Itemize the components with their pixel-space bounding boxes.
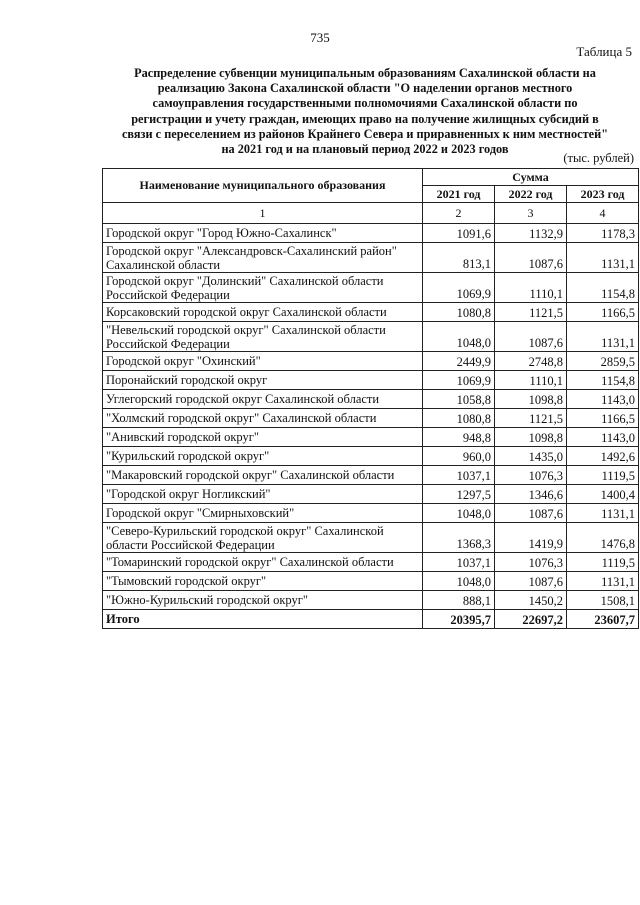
value-2021: 1037,1 (423, 466, 495, 485)
table-row (103, 447, 639, 466)
table-row (103, 322, 639, 352)
value-2023: 1131,1 (567, 322, 639, 352)
municipality-name: Корсаковский городской округ Сахалинской области (103, 303, 423, 322)
column-index: 4 (567, 203, 639, 224)
subvention-table (102, 168, 639, 629)
value-2022: 1087,6 (495, 322, 567, 352)
table-row (103, 523, 639, 553)
table-row (103, 409, 639, 428)
value-2022: 2748,8 (495, 352, 567, 371)
municipality-name: "Тымовский городской округ" (103, 572, 423, 591)
value-2022: 1087,6 (495, 243, 567, 273)
municipality-name: "Холмский городской округ" Сахалинской области (103, 409, 423, 428)
year-2022-header: 2022 год (495, 186, 567, 203)
value-2023: 1119,5 (567, 553, 639, 572)
value-2023: 1131,1 (567, 572, 639, 591)
table-row (103, 390, 639, 409)
table-row (103, 504, 639, 523)
value-2022: 1110,1 (495, 371, 567, 390)
value-2022: 1435,0 (495, 447, 567, 466)
table-row (103, 466, 639, 485)
value-2021: 813,1 (423, 243, 495, 273)
value-2022: 1087,6 (495, 572, 567, 591)
title-line: Распределение субвенции муниципальным образованиям Сахалинской области на (134, 66, 596, 80)
municipality-name: "Южно-Курильский городской округ" (103, 591, 423, 610)
value-2023: 1178,3 (567, 224, 639, 243)
value-2021: 948,8 (423, 428, 495, 447)
column-index: 3 (495, 203, 567, 224)
value-2023: 1154,8 (567, 273, 639, 303)
municipality-name: Городской округ "Город Южно-Сахалинск" (103, 224, 423, 243)
municipality-name: Городской округ "Александровск-Сахалинский район" Сахалинской области (103, 243, 423, 273)
table-row (103, 428, 639, 447)
table-row (103, 352, 639, 371)
value-2022: 1346,6 (495, 485, 567, 504)
value-2021: 1091,6 (423, 224, 495, 243)
value-2023: 1143,0 (567, 428, 639, 447)
value-2021: 1058,8 (423, 390, 495, 409)
value-2023: 1166,5 (567, 409, 639, 428)
title-line: регистрации и учету граждан, имеющих право на получение жилищных субсидий в (131, 111, 599, 126)
municipality-name: "Северо-Курильский городской округ" Сахалинской области Российской Федерации (103, 523, 423, 553)
municipality-name: Городской округ "Охинский" (103, 352, 423, 371)
value-2022: 1098,8 (495, 428, 567, 447)
total-row (103, 610, 639, 629)
municipality-name: "Томаринский городской округ" Сахалинской области (103, 553, 423, 572)
table-row (103, 273, 639, 303)
municipality-name: "Макаровский городской округ" Сахалинской области (103, 466, 423, 485)
municipality-name: Поронайский городской округ (103, 371, 423, 390)
total-2021: 20395,7 (423, 610, 495, 629)
value-2021: 888,1 (423, 591, 495, 610)
total-label: Итого (103, 610, 423, 629)
title-line: связи с переселением из районов Крайнего Севера и приравненных к ним местностей" (121, 126, 609, 141)
value-2022: 1121,5 (495, 409, 567, 428)
value-2022: 1076,3 (495, 553, 567, 572)
column-index: 2 (423, 203, 495, 224)
total-2023: 23607,7 (567, 610, 639, 629)
title-line: самоуправления государственными полномочиями Сахалинской области по (152, 96, 578, 111)
table-row (103, 303, 639, 322)
table-row (103, 243, 639, 273)
value-2022: 1076,3 (495, 466, 567, 485)
table-row (103, 371, 639, 390)
table-body (103, 224, 639, 610)
value-2023: 1143,0 (567, 390, 639, 409)
table-row (103, 485, 639, 504)
value-2023: 1400,4 (567, 485, 639, 504)
year-2023-header: 2023 год (567, 186, 639, 203)
title-line: на 2021 год и на плановый период 2022 и 2023 годов (221, 142, 509, 157)
value-2023: 1119,5 (567, 466, 639, 485)
table-number: Таблица 5 (576, 44, 632, 59)
sum-header: Сумма (423, 169, 639, 186)
value-2022: 1132,9 (495, 224, 567, 243)
table-row (103, 572, 639, 591)
municipality-name: Городской округ "Долинский" Сахалинской области Российской Федерации (103, 273, 423, 303)
municipality-name: "Городской округ Ногликский" (103, 485, 423, 504)
value-2023: 1492,6 (567, 447, 639, 466)
page-number: 735 (310, 30, 330, 45)
year-2021-header: 2021 год (423, 186, 495, 203)
value-2021: 1048,0 (423, 504, 495, 523)
municipality-name: "Анивский городской округ" (103, 428, 423, 447)
value-2022: 1419,9 (495, 523, 567, 553)
value-2022: 1450,2 (495, 591, 567, 610)
value-2021: 1080,8 (423, 303, 495, 322)
municipality-header: Наименование муниципального образования (103, 169, 423, 203)
municipality-name: Городской округ "Смирныховский" (103, 504, 423, 523)
value-2021: 1069,9 (423, 273, 495, 303)
value-2023: 1154,8 (567, 371, 639, 390)
value-2021: 1048,0 (423, 572, 495, 591)
table-row (103, 553, 639, 572)
value-2023: 1508,1 (567, 591, 639, 610)
municipality-name: "Курильский городской округ" (103, 447, 423, 466)
column-index: 1 (103, 203, 423, 224)
units-label: (тыс. рублей) (563, 151, 634, 165)
municipality-name: "Невельский городской округ" Сахалинской области Российской Федерации (103, 322, 423, 352)
value-2021: 1048,0 (423, 322, 495, 352)
value-2021: 1037,1 (423, 553, 495, 572)
value-2021: 960,0 (423, 447, 495, 466)
value-2021: 1368,3 (423, 523, 495, 553)
table-row (103, 591, 639, 610)
value-2021: 1297,5 (423, 485, 495, 504)
municipality-name: Углегорский городской округ Сахалинской области (103, 390, 423, 409)
document-title (100, 66, 630, 157)
value-2021: 2449,9 (423, 352, 495, 371)
value-2023: 1131,1 (567, 243, 639, 273)
table-row (103, 224, 639, 243)
value-2022: 1110,1 (495, 273, 567, 303)
title-line: реализацию Закона Сахалинской области "О наделении органов местного (157, 81, 573, 96)
value-2023: 2859,5 (567, 352, 639, 371)
value-2022: 1098,8 (495, 390, 567, 409)
value-2021: 1080,8 (423, 409, 495, 428)
value-2023: 1166,5 (567, 303, 639, 322)
value-2023: 1131,1 (567, 504, 639, 523)
value-2021: 1069,9 (423, 371, 495, 390)
value-2022: 1121,5 (495, 303, 567, 322)
value-2022: 1087,6 (495, 504, 567, 523)
total-2022: 22697,2 (495, 610, 567, 629)
value-2023: 1476,8 (567, 523, 639, 553)
